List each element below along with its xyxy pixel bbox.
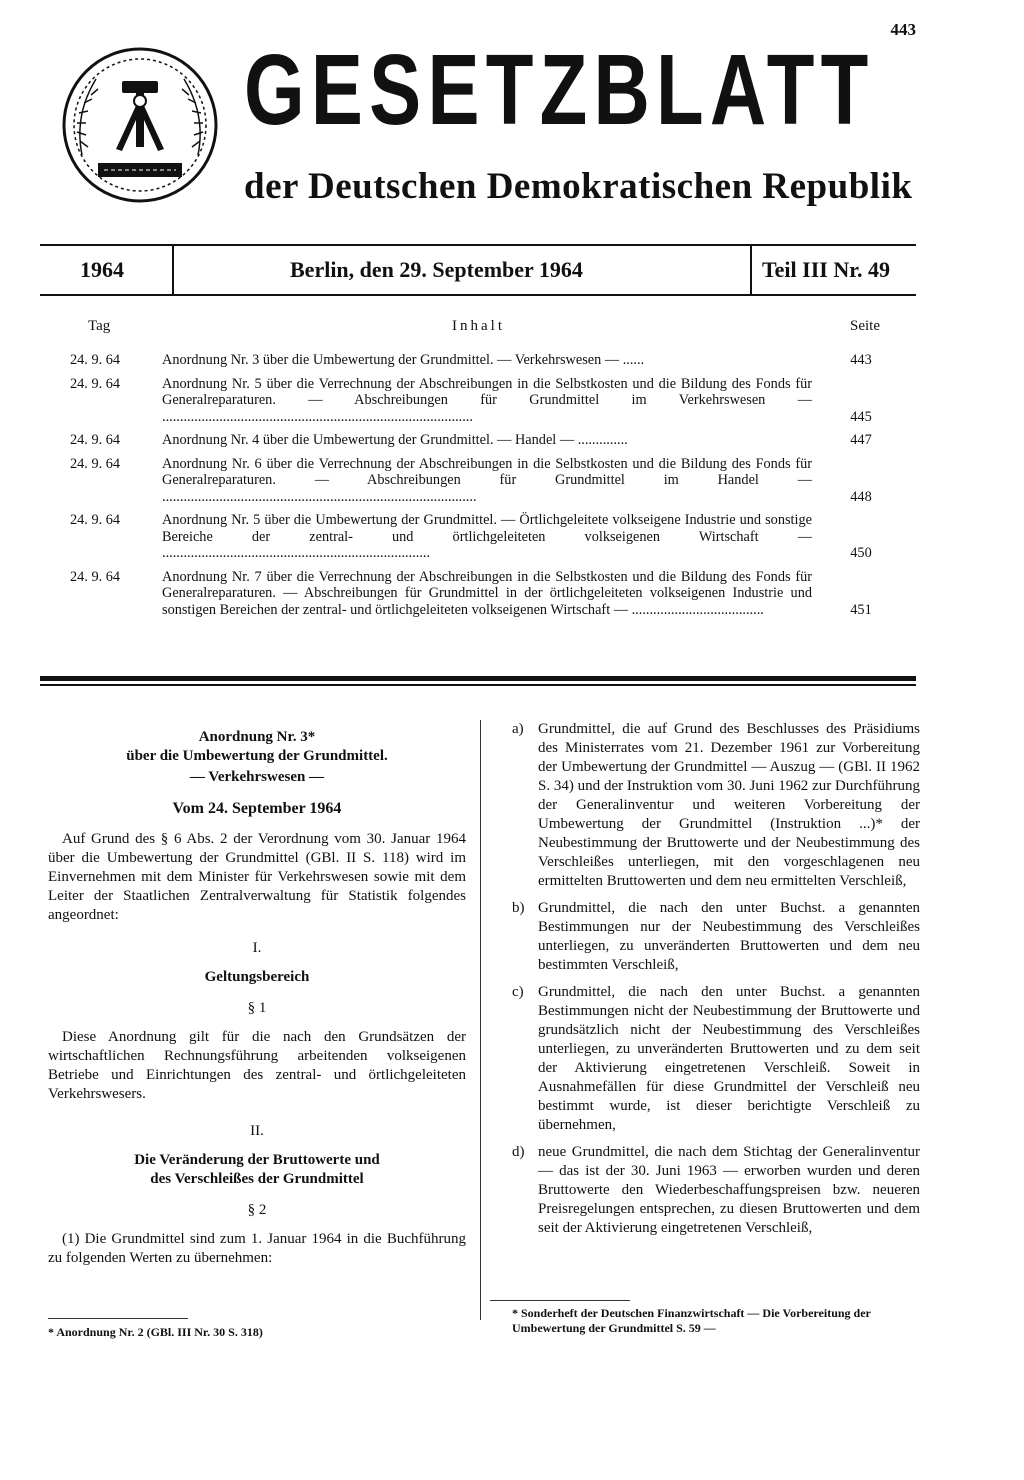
band-divider: [750, 246, 752, 294]
toc-page: 447: [850, 432, 872, 448]
toc-date: 24. 9. 64: [70, 455, 121, 472]
toc-row: [70, 569, 910, 619]
section-title: Die Veränderung der Bruttowerte und: [134, 1152, 380, 1168]
toc-col-content: Inhalt: [452, 318, 505, 334]
toc-text: Anordnung Nr. 6 über die Verrechnung der Abschreibungen in die Selbstkosten und die Bildung des Fonds für Generalreparaturen. — Abschreibungen für Grundmittel im Handel — ........................................................................................: [162, 455, 812, 505]
page-number: 443: [890, 20, 916, 39]
band-divider: [172, 246, 174, 294]
section-number: II.: [250, 1123, 264, 1139]
toc-text: Anordnung Nr. 5 über die Verrechnung der Abschreibungen in die Selbstkosten und die Bildung des Fonds für Generalreparaturen. — Abschreibungen für Grundmittel im Verkehrswesen — .......................................................................................: [162, 375, 812, 425]
toc-date: 24. 9. 64: [70, 352, 121, 368]
toc-text: Anordnung Nr. 7 über die Verrechnung der Abschreibungen in die Selbstkosten und die Bildung des Fonds für Generalreparaturen. — Abschreibungen für Grundmittel in der örtlichgeleiteten volkseigenen Industrie und sonstigen Bereichen der zentral- und örtlichgeleiteten volkseigenen Wirtschaft — .....................................: [162, 568, 812, 618]
footnote-rule: [490, 1300, 630, 1301]
ordinance-heading: Anordnung Nr. 3*: [198, 729, 316, 745]
masthead-subtitle: der Deutschen Demokratischen Republik: [244, 166, 913, 207]
issue-date: Berlin, den 29. September 1964: [290, 257, 583, 282]
toc-page: 445: [850, 408, 872, 425]
toc-date: 24. 9. 64: [70, 432, 121, 448]
ordinance-subject: über die Umbewertung der Grundmittel.: [126, 748, 388, 764]
toc-date: 24. 9. 64: [70, 568, 121, 585]
list-item: [512, 720, 920, 891]
toc-text: Anordnung Nr. 4 über die Umbewertung der Grundmittel. — Handel — ..............: [162, 432, 628, 448]
list-item-label: a): [512, 721, 524, 737]
list-item: [512, 983, 920, 1135]
toc-row: [70, 432, 910, 449]
masthead-title: GESETZBLATT: [244, 34, 875, 146]
paragraph-number: § 2: [247, 1202, 267, 1218]
paragraph-text: (1) Die Grundmittel sind zum 1. Januar 1964 in die Buchführung zu folgenden Werten zu übernehmen:: [48, 1231, 466, 1266]
list-item-text: Grundmittel, die nach den unter Buchst. a genannten Bestimmungen nicht der Neubestimmung der Bruttowerte und grundsätzlich nicht der Neubestimmung des Verschleißes unterliegen, zu unveränderten Bruttowerten und zu dem seit der Aktivierung eingetretenen Verschleiß. Soweit in Ausnahmefällen für diese Grundmittel der Verschleiß neu bestimmt wurde, ist dieser berichtigte Verschleiß zu übernehmen,: [538, 984, 920, 1133]
toc-page: 451: [850, 601, 872, 618]
state-emblem-icon: [60, 45, 220, 205]
paragraph-text: Diese Anordnung gilt für die nach den Grundsätzen der wirtschaftlichen Rechnungsführung arbeitenden volkseigenen Betriebe und Einrichtungen des zentral- und örtlichgeleiteten Verkehrswesers.: [48, 1029, 466, 1102]
preamble: Auf Grund des § 6 Abs. 2 der Verordnung vom 30. Januar 1964 über die Umbewertung der Grundmittel (GBl. II S. 118) wird im Einvernehmen mit dem Minister für Verkehrswesen sowie mit dem Leiter der Staatlichen Zentralverwaltung für Statistik folgendes angeordnet:: [48, 831, 466, 923]
list-item-label: b): [512, 900, 525, 916]
toc-row: [70, 376, 910, 426]
right-column: [512, 720, 920, 1246]
toc-page: 443: [850, 352, 872, 368]
section-rule: [40, 684, 916, 686]
toc-page: 450: [850, 545, 872, 561]
column-divider: [480, 720, 481, 1320]
toc-col-page: Seite: [850, 318, 880, 334]
section-title: Geltungsbereich: [204, 969, 310, 985]
toc-date: 24. 9. 64: [70, 375, 121, 392]
list-item-text: Grundmittel, die auf Grund des Beschlusses des Präsidiums des Ministerrates vom 21. Dezember 1961 zur Vorbereitung der Umbewertung der Grundmittel — Auszug — (GBl. II 1962 S. 34) und der Instruktion vom 30. Juni 1962 zur Durchführung der Generalinventur und weiteren Vorbereitung der Umbewertung der Grundmittel (Instruktion ...)* der Neubestimmung der Bruttowerte und der Neubestimmung des Verschleißes unterliegen, mit den vorgeschlagenen neu ermittelten Bruttowerten und dem neu ermittelten Verschleiß,: [538, 721, 920, 889]
left-column: [48, 728, 466, 1268]
ordinance-sector: — Verkehrswesen —: [189, 769, 325, 785]
list-item-label: d): [512, 1144, 525, 1160]
footnote-rule: [48, 1318, 188, 1319]
issue-year: 1964: [80, 257, 124, 282]
section-rule: [40, 676, 916, 681]
toc-page: 448: [850, 488, 872, 505]
list-item-text: Grundmittel, die nach den unter Buchst. a genannten Bestimmungen nur der Neubestimmung des Verschleißes unterliegen, zu unveränderten Bruttowerten und dem neu bestimmten Verschleiß,: [538, 900, 920, 973]
section-title: des Verschleißes der Grundmittel: [150, 1171, 364, 1187]
toc-row: [70, 352, 910, 369]
footnote-left: * Anordnung Nr. 2 (GBl. III Nr. 30 S. 318): [48, 1325, 263, 1339]
toc-col-day: Tag: [88, 318, 111, 334]
toc-row: [70, 512, 910, 562]
issue-number: Teil III Nr. 49: [762, 257, 890, 282]
issue-band: [40, 244, 916, 296]
toc-text: Anordnung Nr. 5 über die Umbewertung der Grundmittel. — Örtlichgeleitete volkseigene Industrie und sonstige Bereiche der zentral- und örtlichgeleiteten volkseigenen Wirtschaft — ...........................................................................: [162, 512, 812, 561]
list-item-text: neue Grundmittel, die nach dem Stichtag der Generalinventur — das ist der 30. Juni 1963 — erworben wurden und deren Bruttowerte den Wiederbeschaffungspreisen bzw. neueren Preisregelungen entsprechen, zu diesen Bruttowerten und dem seit der Aktivierung eingetretenen Verschleiß,: [538, 1144, 920, 1236]
toc-text: Anordnung Nr. 3 über die Umbewertung der Grundmittel. — Verkehrswesen — ......: [162, 352, 645, 368]
paragraph-number: § 1: [247, 1000, 267, 1016]
list-item: [512, 1143, 920, 1238]
ordinance-date: Vom 24. September 1964: [172, 800, 342, 817]
footnote-right: * Sonderheft der Deutschen Finanzwirtschaft — Die Vorbereitung der Umbewertung der Grundmittel S. 59 —: [512, 1306, 871, 1335]
list-item-label: c): [512, 984, 524, 1000]
list-item: [512, 899, 920, 975]
section-number: I.: [252, 940, 262, 956]
table-of-contents: [70, 352, 910, 625]
toc-date: 24. 9. 64: [70, 512, 121, 528]
toc-row: [70, 456, 910, 506]
